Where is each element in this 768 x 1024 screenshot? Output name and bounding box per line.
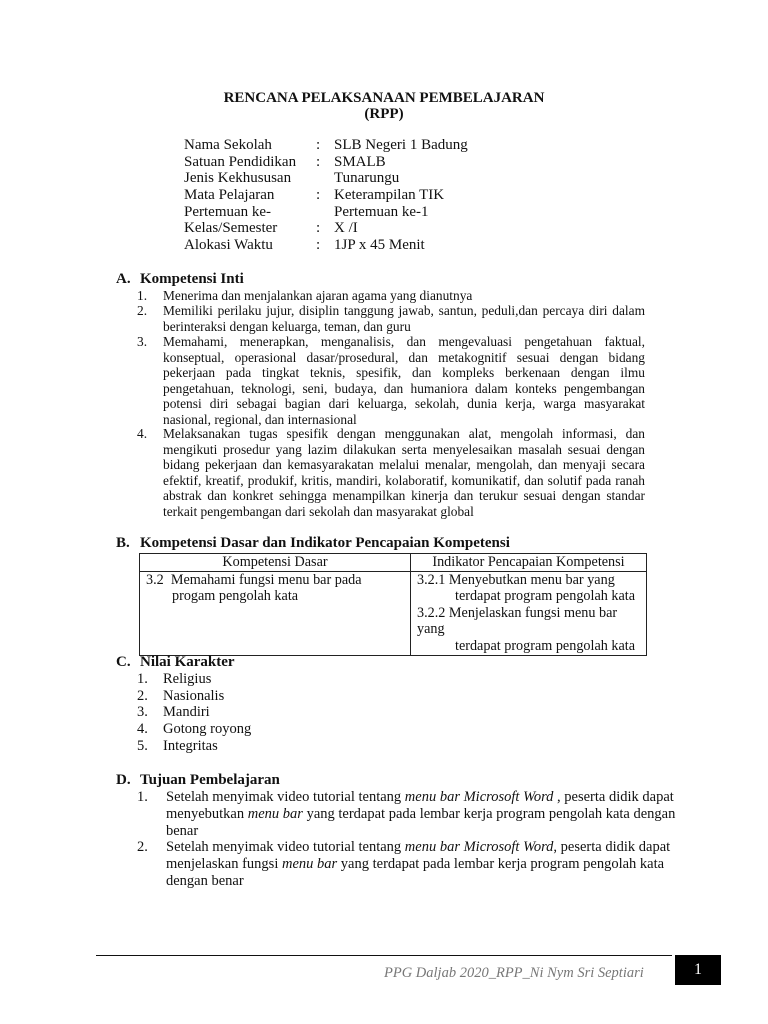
kd-text: Memahami fungsi menu bar pada [170,571,362,588]
info-label: Satuan Pendidikan [184,154,297,170]
page-number: 1 [675,955,721,985]
table-row [140,571,647,655]
text-run: yang terdapat pada lembar kerja program pengolah kata dengan benar [166,856,665,889]
document-subtitle: (RPP) [364,106,404,122]
info-value: Tunarungu [334,170,400,186]
list-number: 2. [137,688,148,704]
list-text: Memiliki perilaku jujur, disiplin tanggung jawab, santun, peduli,dan percaya diri dalam berinteraksi dengan keluarga, teman, dan guru [163,303,645,334]
kd-number: 3.2 [146,571,164,588]
section-b-heading [116,535,510,552]
list-item [137,288,645,304]
list-number: 5. [137,738,148,754]
indicator-line: terdapat program pengolah kata [455,588,636,605]
table-header: Kompetensi Dasar [140,554,411,572]
text-run: Setelah menyimak video tutorial tentang [166,789,405,805]
text-run: Setelah menyimak video tutorial tentang [166,839,405,855]
list-number: 1. [137,789,148,805]
info-value: SMALB [334,154,386,170]
list-text: Melaksanakan tugas spesifik dengan menggunakan alat, mengolah informasi, dan mengikuti prosedur yang lazim dilakukan serta menyelesaikan masalah sesuai dengan bidang pekerjaan dan kemasyarakatan melalui menalar, mengolah, dan menyaji secara efektif, kreatif, produkif, kritis, mandiri, kolaboratif, komunikatif, dan solutif pada ranah abstrak dan konkret sehingga menampilkan kinerja dan terukur sesuai dengan standar terkait pengembangan dari sekolah dan masyarakat global [163,426,645,519]
section-letter: D. [116,772,131,788]
list-item [137,738,218,755]
info-label: Jenis Kekhususan [184,170,292,186]
list-text: Menerima dan menjalankan ajaran agama yang dianutnya [163,288,473,303]
section-a-heading [116,271,244,288]
list-item [137,704,210,721]
list-text [166,839,677,890]
list-text [166,789,677,840]
kd-line: progam pengolah kata [172,588,299,605]
info-colon: : [316,220,321,236]
list-text: Memahami, menerapkan, menganalisis, dan mengevaluasi pengetahuan faktual, konseptual, operasional dasar/prosedural, dan metakognitif sesuai dengan bidang pekerjaan pada tingkat teknis, spesifik, dan kompleks berkenaan dengan ilmu pengetahuan, teknologi, seni, budaya, dan humaniora dalam konteks pengembangan potensi diri sebagai bagian dari keluarga, sekolah, dunia kerja, warga masyarakat nasional, regional, dan internasional [163,334,645,427]
list-number: 1. [137,671,148,687]
indicator-line: terdapat program pengolah kata [455,637,636,654]
indicator-number: 3.2.2 [417,604,446,621]
indicator-text: Menjelaskan fungsi menu bar yang [417,604,618,638]
list-number: 3. [137,704,148,720]
list-number: 3. [137,334,148,349]
list-item [137,426,645,520]
section-letter: A. [116,271,131,287]
text-run: , peserta didik dapat menyebutkan [166,789,674,822]
footer-text: PPG Daljab 2020_RPP_Ni Nym Sri Septiari [384,965,644,981]
text-run-italic: menu bar [247,806,303,822]
document-title: RENCANA PELAKSANAAN PEMBELAJARAN [223,90,545,106]
table-cell-indicators [411,571,647,655]
info-label: Nama Sekolah [184,137,272,153]
list-number: 4. [137,426,148,441]
section-title: Kompetensi Inti [140,271,244,287]
list-item [137,671,211,688]
info-label: Kelas/Semester [184,220,278,236]
section-title: Tujuan Pembelajaran [140,772,280,788]
list-text: Gotong royong [163,721,252,737]
footer-divider [96,955,672,956]
info-colon: : [316,137,321,153]
list-text: Nasionalis [163,688,225,704]
list-text: Religius [163,671,212,687]
info-colon: : [316,237,321,253]
info-value: 1JP x 45 Menit [334,237,425,253]
indicator-number: 3.2.1 [417,571,446,588]
info-value: SLB Negeri 1 Badung [334,137,468,153]
list-item [137,789,677,840]
section-d-heading [116,772,280,789]
list-item [137,303,645,334]
info-colon: : [316,154,321,170]
list-item [137,334,645,428]
text-run-italic: menu bar [281,856,338,872]
text-run: yang terdapat pada lembar kerja program pengolah kata dengan benar [166,806,676,839]
list-item [137,721,251,738]
section-letter: C. [116,654,131,670]
info-colon: : [316,187,321,203]
list-number: 4. [137,721,148,737]
list-text: Integritas [163,738,218,754]
table-header: Indikator Pencapaian Kompetensi [411,554,647,572]
section-title: Kompetensi Dasar dan Indikator Pencapaian Kompetensi [140,535,510,551]
info-label: Pertemuan ke- [184,204,272,220]
list-number: 2. [137,839,148,855]
info-value: X /I [334,220,358,236]
text-run-italic: menu bar Microsoft Word [404,789,554,805]
info-value: Pertemuan ke-1 [334,204,429,220]
section-letter: B. [116,535,130,551]
indicator-text: Menyebutkan menu bar yang [448,571,615,588]
indicator-line [417,605,640,638]
table-cell-kd [140,571,411,655]
table-header-row [140,554,647,572]
info-value: Keterampilan TIK [334,187,445,203]
kd-line [146,572,404,589]
info-label: Mata Pelajaran [184,187,275,203]
list-item [137,688,224,705]
section-title: Nilai Karakter [140,654,235,670]
list-item [137,839,677,890]
list-number: 1. [137,288,148,303]
competency-table [139,553,647,656]
indicator-line [417,572,640,589]
list-text: Mandiri [163,704,210,720]
info-label: Alokasi Waktu [184,237,273,253]
text-run-italic: menu bar Microsoft Word [404,839,554,855]
section-c-heading [116,654,235,671]
text-run: , peserta didik dapat menjelaskan fungsi [166,839,671,872]
list-number: 2. [137,303,148,318]
